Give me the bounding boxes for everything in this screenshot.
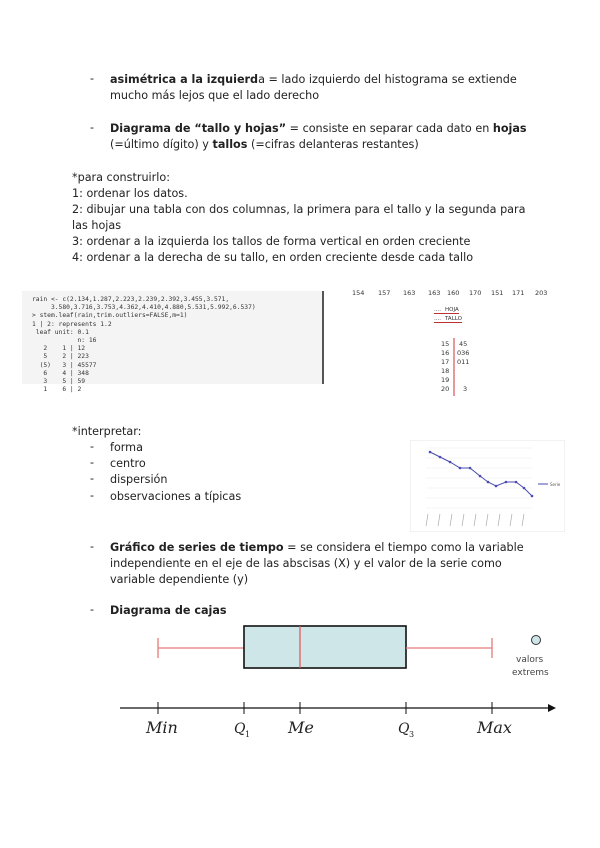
series-line-3: variable dependiente (y) <box>110 573 249 586</box>
code-line: rain <- c(2.134,1.287,2.223,2.239,2.392,3.455,3.571, <box>32 296 230 303</box>
stem-hoja: 45 <box>459 340 468 348</box>
bullet-text: = se considera el tiempo como la variable <box>283 541 524 554</box>
bullet-dash: - <box>90 72 95 85</box>
label-q3: Q <box>398 721 410 737</box>
code-line: > stem.leaf(rain,trim.outliers=FALSE,m=1) <box>32 312 188 320</box>
term-tallos: tallos <box>212 138 248 151</box>
legend-label: Serie <box>550 482 561 487</box>
stem-value: 151 <box>491 289 504 297</box>
outlier-point <box>532 636 541 645</box>
box-iqr <box>244 626 406 668</box>
bullet-asimetrica <box>110 72 517 88</box>
code-line: 3.580,3.716,3.753,4.362,4.410,4.880,5.531,5.992,6.537) <box>32 304 256 312</box>
construir-step-1: 1: ordenar los datos. <box>72 187 188 200</box>
label-q3-sub: 3 <box>409 730 415 739</box>
code-line: 2 1 | 12 <box>32 345 86 353</box>
stem-header-hoja: .... HOJA <box>434 307 459 313</box>
interpretar-item-dispersion: dispersión <box>110 473 168 486</box>
axis-arrow-icon <box>548 704 556 712</box>
stem-tallo: 16 <box>441 349 450 357</box>
construir-step-2b: las hojas <box>72 219 122 232</box>
construir-title: *para construirlo: <box>72 171 170 184</box>
code-line: 5 2 | 223 <box>32 353 89 361</box>
stem-value: 163 <box>403 289 416 297</box>
stem-tallo: 15 <box>441 340 450 348</box>
stem-value: 170 <box>469 289 482 297</box>
stem-hoja: 011 <box>457 358 470 366</box>
stem-hoja: 036 <box>457 349 470 357</box>
label-me: Me <box>288 718 314 737</box>
code-line: 3 5 | 59 <box>32 378 86 386</box>
code-line: 1 6 | 2 <box>32 386 82 394</box>
r-code-block <box>22 291 324 394</box>
stem-header-label: HOJA <box>445 307 459 313</box>
code-line: 1 | 2: represents 1.2 <box>32 320 112 328</box>
bullet-dash: - <box>90 540 95 553</box>
series-line-2: independiente en el eje de las abscisas (X) y el valor de la serie como <box>110 557 502 570</box>
bullet-tallo-hojas <box>110 121 527 137</box>
term-series-tiempo: Gráfico de series de tiempo <box>110 541 284 554</box>
stem-tallo: 17 <box>441 358 450 366</box>
bullet-text: a = lado izquierdo del histograma se extiende <box>258 73 517 86</box>
bullet-dash: - <box>90 489 95 502</box>
interpretar-title: *interpretar: <box>72 425 142 438</box>
bullet-text: (=cifras delanteras restantes) <box>247 138 419 151</box>
label-min: Min <box>146 718 178 737</box>
stem-tallo: 20 <box>441 385 450 393</box>
stem-value: 157 <box>378 289 391 297</box>
construir-step-2: 2: dibujar una tabla con dos columnas, la primera para el tallo y la segunda para <box>72 203 526 216</box>
code-line: leaf unit: 0.1 <box>32 328 89 336</box>
bullet-dash: - <box>90 472 95 485</box>
label-q1: Q <box>234 721 246 737</box>
bullet-series-tiempo <box>110 540 524 556</box>
term-asimetrica: asimétrica a la izquierd <box>110 73 259 86</box>
stem-tallo: 19 <box>441 376 450 384</box>
cajas-title: Diagrama de cajas <box>110 604 227 617</box>
interpretar-item-atipicas: observaciones a típicas <box>110 490 242 503</box>
stem-header-tallo: .... TALLO <box>434 316 462 322</box>
stem-value: 163 <box>428 289 441 297</box>
label-max: Max <box>477 718 512 737</box>
code-line: (5) 3 | 45577 <box>32 361 97 369</box>
stem-header-label: TALLO <box>445 316 462 322</box>
stem-divider <box>452 338 456 396</box>
interpretar-item-centro: centro <box>110 457 146 470</box>
time-series-chart <box>410 440 565 532</box>
interpretar-item-forma: forma <box>110 441 143 454</box>
stem-value: 154 <box>352 289 365 297</box>
bullet-dash: - <box>90 440 95 453</box>
bullet-dash: - <box>90 121 95 134</box>
outlier-label: valors <box>516 655 544 665</box>
code-line: n: 16 <box>32 337 97 345</box>
term-hojas: hojas <box>492 122 527 135</box>
stem-hoja: 3 <box>463 385 468 393</box>
stem-value: 203 <box>535 289 548 297</box>
outlier-label: extrems <box>512 668 549 678</box>
bullet-tallo-hojas-line2 <box>110 137 419 153</box>
bullet-text: = consiste en separar cada dato en <box>286 122 493 135</box>
code-line: 6 4 | 348 <box>32 369 89 377</box>
bullet-asimetrica-line2: mucho más lejos que el lado derecho <box>110 89 320 102</box>
bullet-dash: - <box>90 456 95 469</box>
term-tallo-hojas: Diagrama de “tallo y hojas” <box>110 122 287 135</box>
construir-step-4: 4: ordenar a la derecha de su tallo, en orden creciente desde cada tallo <box>72 251 474 264</box>
stem-value: 171 <box>512 289 525 297</box>
stem-tallo: 18 <box>441 367 450 375</box>
stem-value: 160 <box>447 289 460 297</box>
label-q1-sub: 1 <box>245 730 251 739</box>
bullet-dash: - <box>90 603 95 616</box>
construir-step-3: 3: ordenar a la izquierda los tallos de forma vertical en orden creciente <box>72 235 471 248</box>
bullet-text: (=último dígito) y <box>110 138 213 151</box>
box-plot <box>110 620 570 750</box>
